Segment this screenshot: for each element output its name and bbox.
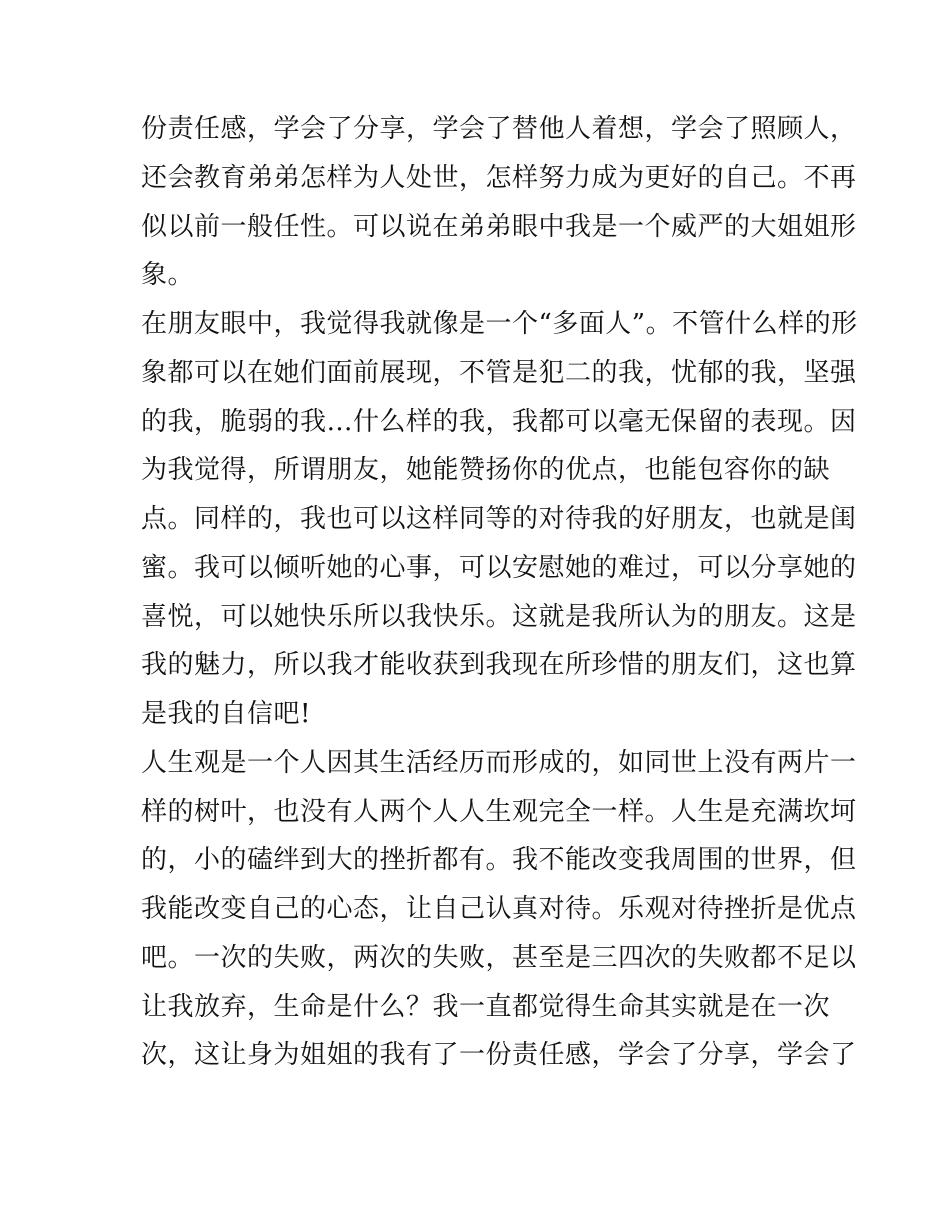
text-line: 人生观是一个人因其生活经历而形成的，如同世上没有两片一 [141, 747, 857, 778]
text-line: 样的树叶，也没有人两个人人生观完全一样。人生是充满坎坷 [141, 796, 857, 827]
text-line: 份责任感，学会了分享，学会了替他人着想，学会了照顾人， [141, 114, 857, 144]
text-line: 吧。一次的失败，两次的失败，甚至是三四次的失败都不足以 [141, 942, 857, 973]
text-line: 在朋友眼中，我觉得我就像是一个“多面人”。不管什么样的形 [141, 309, 858, 339]
text-line: 的，小的磕绊到大的挫折都有。我不能改变我周围的世界，但 [141, 845, 857, 876]
text-line: 蜜。我可以倾听她的心事，可以安慰她的难过，可以分享她的 [141, 552, 857, 583]
text-line: 是我的自信吧! [141, 699, 311, 729]
text-line: 让我放弃，生命是什么？我一直都觉得生命其实就是在一次 [141, 991, 831, 1022]
text-line: 象。 [141, 260, 195, 291]
text-line: 象都可以在她们面前展现，不管是犯二的我，忧郁的我，坚强 [141, 357, 857, 388]
text-line: 次，这让身为姐姐的我有了一份责任感，学会了分享，学会了 [141, 1040, 857, 1071]
text-line: 为我觉得，所谓朋友，她能赞扬你的优点，也能包容你的缺 [141, 455, 831, 486]
text-line: 我的魅力，所以我才能收获到我现在所珍惜的朋友们，这也算 [141, 650, 857, 681]
text-line: 点。同样的，我也可以这样同等的对待我的好朋友，也就是闺 [141, 504, 857, 534]
text-line: 的我，脆弱的我…什么样的我，我都可以毫无保留的表现。因 [141, 406, 857, 437]
text-line: 我能改变自己的心态，让自己认真对待。乐观对待挫折是优点 [141, 894, 857, 924]
text-line: 还会教育弟弟怎样为人处世，怎样努力成为更好的自己。不再 [141, 162, 857, 193]
text-line: 喜悦，可以她快乐所以我快乐。这就是我所认为的朋友。这是 [141, 601, 857, 632]
text-line: 似以前一般任性。可以说在弟弟眼中我是一个威严的大姐姐形 [141, 211, 857, 242]
body-text [141, 105, 858, 1080]
